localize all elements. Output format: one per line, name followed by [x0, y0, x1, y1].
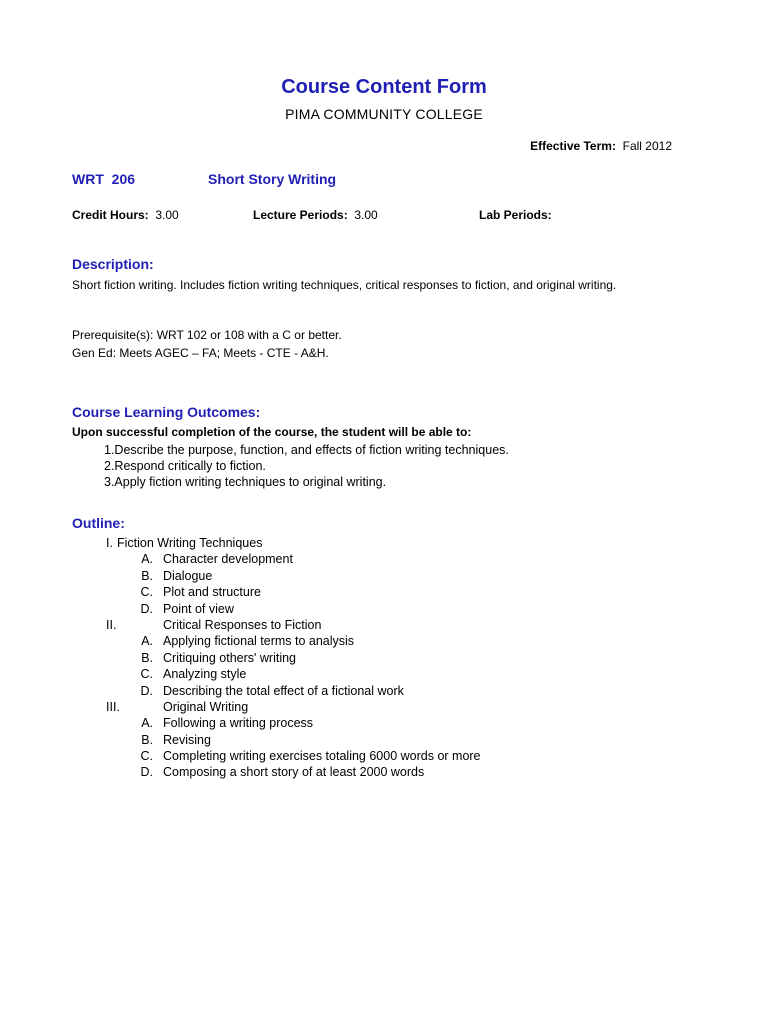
outline-item-text: Critiquing others' writing	[163, 650, 296, 665]
lecture-periods-value: 3.00	[354, 208, 378, 222]
outline-letter: A.	[141, 634, 153, 649]
outline-letter: D.	[140, 601, 153, 616]
course-code: WRT 206	[72, 171, 136, 187]
outline-letter: D.	[140, 683, 153, 698]
outline-numeral: I.	[106, 536, 113, 550]
outcome-item: 1.Describe the purpose, function, and effects of fiction writing techniques.	[104, 443, 509, 457]
credit-hours-value: 3.00	[155, 208, 179, 222]
outline-letter: A.	[141, 552, 153, 567]
outline-letter: C.	[140, 749, 153, 764]
outline-section-title: Fiction Writing Techniques	[117, 536, 263, 550]
outline-letter: B.	[141, 732, 153, 747]
outline-item-text: Analyzing style	[163, 667, 247, 682]
lab-periods	[479, 208, 552, 222]
outline-item-text: Dialogue	[163, 568, 213, 583]
outline-item-text: Applying fictional terms to analysis	[163, 634, 355, 649]
outline-item-text: Character development	[163, 552, 293, 567]
outcome-item: 3.Apply fiction writing techniques to original writing.	[104, 475, 387, 489]
outline-letter: C.	[140, 667, 153, 682]
outline-section-title: Critical Responses to Fiction	[163, 617, 322, 632]
outline-numeral: II.	[106, 617, 117, 632]
effective-term-label: Effective Term:	[530, 139, 616, 153]
outcomes-heading: Course Learning Outcomes:	[72, 404, 261, 420]
course-title: Short Story Writing	[208, 171, 337, 187]
outline-letter: B.	[141, 650, 153, 665]
outline-letter: A.	[141, 716, 153, 731]
form-title: Course Content Form	[281, 76, 487, 98]
college-name: PIMA COMMUNITY COLLEGE	[285, 106, 483, 122]
outline-heading: Outline:	[72, 515, 125, 531]
outline-item-text: Completing writing exercises totaling 6000 words or more	[163, 749, 481, 764]
description-text: Short fiction writing. Includes fiction writing techniques, critical responses to fiction, and original writing.	[72, 278, 617, 292]
outline-item-text: Composing a short story of at least 2000 words	[163, 765, 425, 780]
lecture-periods	[253, 208, 378, 222]
outline-item-text: Revising	[163, 732, 211, 747]
outline-item-text: Following a writing process	[163, 716, 314, 731]
outline-letter: B.	[141, 568, 153, 583]
effective-term	[530, 139, 672, 153]
outline-item-text: Point of view	[163, 601, 234, 616]
outline-item-text: Describing the total effect of a fictional work	[163, 683, 404, 698]
outline-numeral: III.	[106, 699, 120, 714]
outline-letter: D.	[140, 765, 153, 780]
outline-letter: C.	[140, 585, 153, 600]
prerequisites-text: Prerequisite(s): WRT 102 or 108 with a C or better.	[72, 328, 342, 342]
gen-ed-text: Gen Ed: Meets AGEC – FA; Meets - CTE - A&H.	[72, 346, 329, 360]
effective-term-value: Fall 2012	[622, 139, 672, 153]
outline-item-text: Plot and structure	[163, 585, 261, 600]
lab-periods-label: Lab Periods:	[479, 208, 552, 222]
lecture-periods-label: Lecture Periods:	[253, 208, 348, 222]
description-heading: Description:	[72, 256, 154, 272]
credit-hours	[72, 208, 179, 222]
credit-hours-label: Credit Hours:	[72, 208, 149, 222]
outline-section-title: Original Writing	[163, 699, 249, 714]
outcomes-list	[104, 442, 509, 490]
outcomes-intro: Upon successful completion of the course, the student will be able to:	[72, 425, 472, 439]
outcome-item: 2.Respond critically to fiction.	[104, 459, 266, 473]
